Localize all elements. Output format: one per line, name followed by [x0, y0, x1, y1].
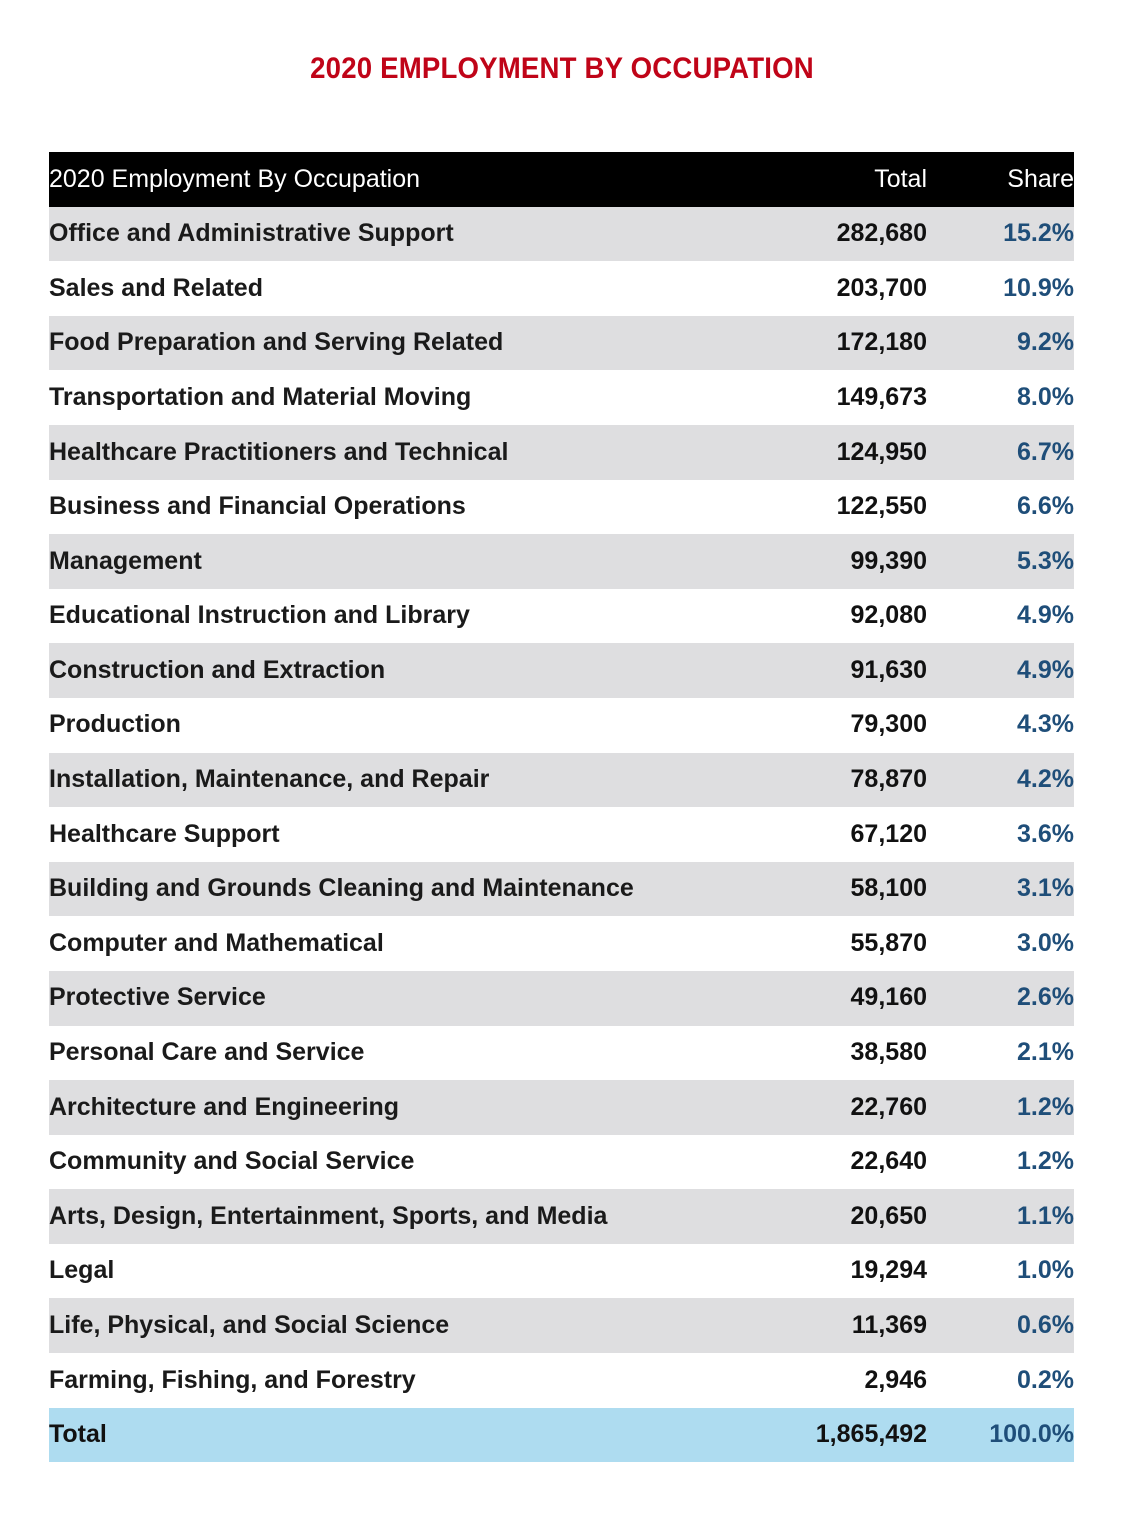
table-row	[49, 261, 1074, 316]
table-row	[49, 534, 1074, 589]
cell-total: 122,550	[836, 492, 927, 521]
cell-total: 149,673	[836, 382, 927, 411]
cell-total: 79,300	[850, 710, 927, 739]
table-row	[49, 1080, 1074, 1135]
cell-occupation: Arts, Design, Entertainment, Sports, and Media	[49, 1201, 608, 1230]
cell-total: 282,680	[836, 219, 927, 248]
cell-share: 1.0%	[1017, 1256, 1074, 1285]
cell-share: 1.2%	[1017, 1092, 1074, 1121]
cell-share: 3.1%	[1017, 874, 1074, 903]
cell-share: 6.7%	[1017, 437, 1074, 466]
table-row	[49, 916, 1074, 971]
table-row	[49, 1298, 1074, 1353]
cell-total-value: 1,865,492	[815, 1420, 927, 1449]
table-row	[49, 370, 1074, 425]
cell-total: 58,100	[850, 874, 927, 903]
cell-occupation: Office and Administrative Support	[49, 219, 454, 248]
cell-share: 0.2%	[1017, 1365, 1074, 1394]
cell-occupation: Architecture and Engineering	[49, 1092, 400, 1121]
table-row	[49, 1135, 1074, 1190]
cell-occupation: Sales and Related	[49, 273, 263, 302]
cell-occupation: Healthcare Support	[49, 819, 280, 848]
column-header-total: Total	[874, 164, 927, 193]
table-row	[49, 1244, 1074, 1299]
table-row	[49, 425, 1074, 480]
cell-occupation: Protective Service	[49, 983, 266, 1012]
table-header	[49, 152, 1074, 207]
table-row	[49, 1026, 1074, 1081]
cell-share: 0.6%	[1017, 1311, 1074, 1340]
cell-total: 203,700	[836, 273, 927, 302]
cell-total: 92,080	[850, 601, 927, 630]
column-header-occupation: 2020 Employment By Occupation	[49, 164, 421, 193]
table-total-row	[49, 1408, 1074, 1463]
cell-occupation: Transportation and Material Moving	[49, 382, 472, 411]
table-row	[49, 862, 1074, 917]
cell-occupation: Building and Grounds Cleaning and Maintenance	[49, 874, 634, 903]
cell-occupation: Production	[49, 710, 181, 739]
cell-occupation: Food Preparation and Serving Related	[49, 328, 504, 357]
cell-share: 4.3%	[1017, 710, 1074, 739]
column-header-share: Share	[1007, 164, 1074, 193]
cell-share: 2.1%	[1017, 1038, 1074, 1067]
table-row	[49, 1353, 1074, 1408]
cell-total: 20,650	[850, 1201, 927, 1230]
table-row	[49, 316, 1074, 371]
cell-occupation: Personal Care and Service	[49, 1038, 365, 1067]
cell-total: 22,760	[850, 1092, 927, 1121]
cell-share: 9.2%	[1017, 328, 1074, 357]
page-title: 2020 EMPLOYMENT BY OCCUPATION	[310, 52, 814, 85]
table-row	[49, 589, 1074, 644]
cell-occupation: Life, Physical, and Social Science	[49, 1311, 450, 1340]
cell-total: 2,946	[864, 1365, 927, 1394]
table-row	[49, 480, 1074, 535]
cell-occupation: Construction and Extraction	[49, 655, 386, 684]
cell-occupation: Business and Financial Operations	[49, 492, 466, 521]
table-row	[49, 1189, 1074, 1244]
table-row	[49, 643, 1074, 698]
cell-total: 55,870	[850, 928, 927, 957]
cell-total: 172,180	[836, 328, 927, 357]
cell-share: 15.2%	[1003, 219, 1074, 248]
cell-share: 3.0%	[1017, 928, 1074, 957]
table-body	[49, 207, 1074, 1463]
cell-total-label: Total	[49, 1420, 107, 1449]
cell-total: 124,950	[836, 437, 927, 466]
cell-share: 1.2%	[1017, 1147, 1074, 1176]
cell-total: 49,160	[850, 983, 927, 1012]
table-row	[49, 971, 1074, 1026]
cell-share: 4.2%	[1017, 765, 1074, 794]
cell-occupation: Installation, Maintenance, and Repair	[49, 765, 490, 794]
cell-share: 3.6%	[1017, 819, 1074, 848]
cell-occupation: Management	[49, 546, 202, 575]
cell-total: 22,640	[850, 1147, 927, 1176]
cell-occupation: Healthcare Practitioners and Technical	[49, 437, 509, 466]
cell-share: 4.9%	[1017, 601, 1074, 630]
cell-share: 4.9%	[1017, 655, 1074, 684]
cell-occupation: Farming, Fishing, and Forestry	[49, 1365, 416, 1394]
cell-total: 67,120	[850, 819, 927, 848]
table-row	[49, 753, 1074, 808]
cell-share: 5.3%	[1017, 546, 1074, 575]
cell-share: 6.6%	[1017, 492, 1074, 521]
cell-occupation: Community and Social Service	[49, 1147, 415, 1176]
table-row	[49, 698, 1074, 753]
cell-occupation: Computer and Mathematical	[49, 928, 384, 957]
table-header-row	[49, 152, 1074, 207]
cell-total: 11,369	[851, 1311, 927, 1340]
cell-total: 38,580	[850, 1038, 927, 1067]
cell-total: 99,390	[850, 546, 927, 575]
cell-total: 91,630	[850, 655, 927, 684]
table-row	[49, 207, 1074, 262]
cell-share: 1.1%	[1017, 1201, 1074, 1230]
cell-occupation: Legal	[49, 1256, 115, 1285]
cell-total: 19,294	[850, 1256, 927, 1285]
employment-by-occupation-table	[49, 152, 1074, 1462]
cell-share: 10.9%	[1003, 273, 1074, 302]
cell-total: 78,870	[850, 765, 927, 794]
cell-share: 2.6%	[1017, 983, 1074, 1012]
employment-table-container	[49, 152, 1074, 1462]
cell-occupation: Educational Instruction and Library	[49, 601, 470, 630]
table-row	[49, 807, 1074, 862]
cell-total-share: 100.0%	[989, 1420, 1074, 1449]
cell-share: 8.0%	[1017, 382, 1074, 411]
